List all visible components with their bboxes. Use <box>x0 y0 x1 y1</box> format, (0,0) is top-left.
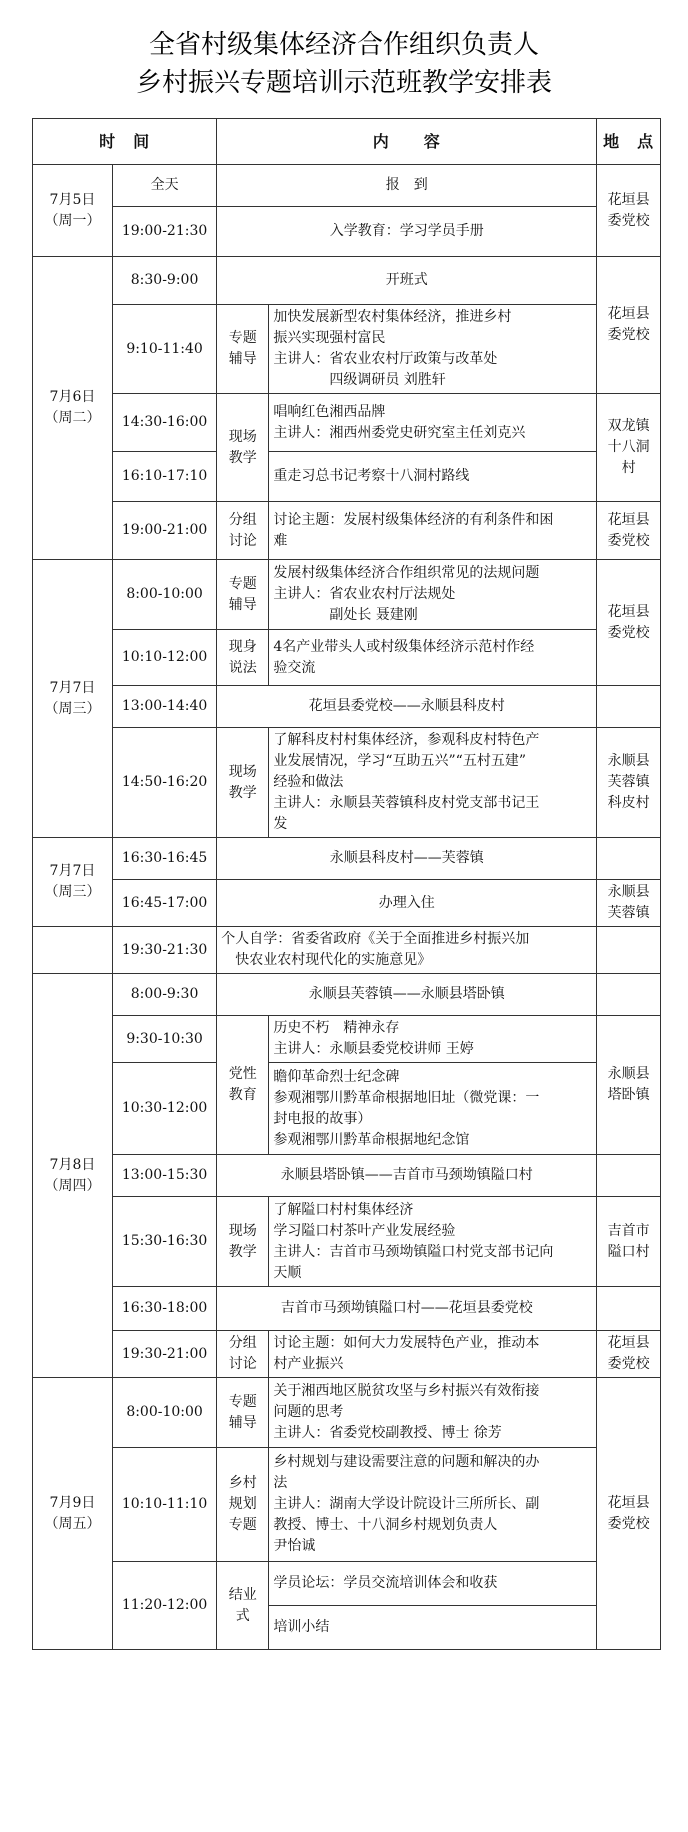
header-time: 时 间 <box>33 119 217 165</box>
table-row <box>33 560 661 630</box>
time-cell: 9:10-11:40 <box>112 305 216 394</box>
type-cell: 乡村 规划 专题 <box>217 1448 269 1562</box>
place-cell: 花垣县 委党校 <box>597 1378 661 1650</box>
table-row <box>33 1378 661 1448</box>
content-cell: 永顺县科皮村——芙蓉镇 <box>217 838 597 880</box>
type-cell: 现场 教学 <box>217 394 269 502</box>
content-cell: 入学教育：学习学员手册 <box>217 207 597 257</box>
content-cell: 唱响红色湘西品牌 主讲人：湘西州委党史研究室主任刘克兴 <box>269 394 597 452</box>
table-row <box>33 305 661 394</box>
time-cell: 14:50-16:20 <box>112 728 216 838</box>
schedule-table <box>32 118 661 1650</box>
time-cell: 16:10-17:10 <box>112 452 216 502</box>
time-cell: 8:00-10:00 <box>112 560 216 630</box>
time-cell: 10:10-11:10 <box>112 1448 216 1562</box>
place-cell: 双龙镇 十八洞 村 <box>597 394 661 502</box>
time-cell: 13:00-14:40 <box>112 686 216 728</box>
content-cell: 加快发展新型农村集体经济，推进乡村 振兴实现强村富民 主讲人：省农业农村厅政策与改革处 四级调研员 刘胜轩 <box>269 305 597 394</box>
content-cell: 历史不朽 精神永存 主讲人：永顺县委党校讲师 王婷 <box>269 1016 597 1063</box>
content-cell: 培训小结 <box>269 1606 597 1650</box>
time-cell: 10:10-12:00 <box>112 630 216 686</box>
title-line-1: 全省村级集体经济合作组织负责人 <box>148 30 539 60</box>
content-cell: 了解科皮村村集体经济，参观科皮村特色产 业发展情况，学习“互助五兴”“五村五建” 经验和做法 主讲人：永顺县芙蓉镇科皮村党支部书记王 发 <box>269 728 597 838</box>
place-cell: 花垣县 委党校 <box>597 502 661 560</box>
date-cell <box>33 927 113 974</box>
table-row <box>33 630 661 686</box>
content-cell: 4名产业带头人或村级集体经济示范村作经 验交流 <box>269 630 597 686</box>
table-row <box>33 880 661 927</box>
content-cell: 永顺县塔卧镇——吉首市马颈坳镇隘口村 <box>217 1155 597 1197</box>
content-cell: 学员论坛：学员交流培训体会和收获 <box>269 1562 597 1606</box>
table-row <box>33 1287 661 1331</box>
place-cell <box>597 1287 661 1331</box>
type-cell: 分组 讨论 <box>217 1331 269 1378</box>
place-cell: 永顺县 芙蓉镇 <box>597 880 661 927</box>
content-cell: 乡村规划与建设需要注意的问题和解决的办 法 主讲人：湖南大学设计院设计三所所长、副 教授、博士、十八洞乡村规划负责人 尹怡诚 <box>269 1448 597 1562</box>
table-row <box>33 927 661 974</box>
type-cell: 专题 辅导 <box>217 305 269 394</box>
table-row <box>33 502 661 560</box>
time-cell: 9:30-10:30 <box>112 1016 216 1063</box>
content-cell: 讨论主题：发展村级集体经济的有利条件和困 难 <box>269 502 597 560</box>
table-row <box>33 1155 661 1197</box>
type-cell: 现身 说法 <box>217 630 269 686</box>
table-row <box>33 1448 661 1562</box>
time-cell: 11:20-12:00 <box>112 1562 216 1650</box>
table-row <box>33 686 661 728</box>
place-cell: 花垣县 委党校 <box>597 1331 661 1378</box>
table-row <box>33 207 661 257</box>
table-row <box>33 838 661 880</box>
time-cell: 16:30-16:45 <box>112 838 216 880</box>
time-cell: 10:30-12:00 <box>112 1063 216 1155</box>
title-line-2: 乡村振兴专题培训示范班教学安排表 <box>135 68 552 98</box>
content-cell: 吉首市马颈坳镇隘口村——花垣县委党校 <box>217 1287 597 1331</box>
table-row <box>33 1197 661 1287</box>
time-cell: 8:00-10:00 <box>112 1378 216 1448</box>
header-content: 内 容 <box>217 119 597 165</box>
place-cell <box>597 927 661 974</box>
table-row <box>33 394 661 452</box>
place-cell <box>597 838 661 880</box>
type-cell: 结业 式 <box>217 1562 269 1650</box>
place-cell <box>597 1155 661 1197</box>
content-cell: 花垣县委党校——永顺县科皮村 <box>217 686 597 728</box>
type-cell: 专题 辅导 <box>217 1378 269 1448</box>
content-cell: 关于湘西地区脱贫攻坚与乡村振兴有效衔接 问题的思考 主讲人：省委党校副教授、博士 徐芳 <box>269 1378 597 1448</box>
table-row <box>33 165 661 207</box>
content-cell: 发展村级集体经济合作组织常见的法规问题 主讲人：省农业农村厅法规处 副处长 聂建刚 <box>269 560 597 630</box>
date-cell: 7月7日 （周三） <box>33 838 113 927</box>
content-cell: 开班式 <box>217 257 597 305</box>
place-cell <box>597 974 661 1016</box>
time-cell: 19:30-21:30 <box>112 927 216 974</box>
time-cell: 全天 <box>112 165 216 207</box>
content-cell: 报 到 <box>217 165 597 207</box>
time-cell: 15:30-16:30 <box>112 1197 216 1287</box>
time-cell: 19:30-21:00 <box>112 1331 216 1378</box>
table-row <box>33 974 661 1016</box>
table-row <box>33 1016 661 1063</box>
table-row <box>33 452 661 502</box>
content-cell: 讨论主题：如何大力发展特色产业，推动本 村产业振兴 <box>269 1331 597 1378</box>
table-row <box>33 1063 661 1155</box>
place-cell <box>597 686 661 728</box>
date-cell: 7月7日 （周三） <box>33 560 113 838</box>
time-cell: 16:30-18:00 <box>112 1287 216 1331</box>
type-cell: 现场 教学 <box>217 1197 269 1287</box>
table-header <box>33 119 661 165</box>
time-cell: 19:00-21:30 <box>112 207 216 257</box>
table-row <box>33 1562 661 1606</box>
content-cell: 重走习总书记考察十八洞村路线 <box>269 452 597 502</box>
table-row <box>33 1331 661 1378</box>
time-cell: 16:45-17:00 <box>112 880 216 927</box>
time-cell: 19:00-21:00 <box>112 502 216 560</box>
place-cell: 花垣县 委党校 <box>597 165 661 257</box>
content-cell: 瞻仰革命烈士纪念碑 参观湘鄂川黔革命根据地旧址（微党课：一 封电报的故事） 参观湘鄂川黔革命根据地纪念馆 <box>269 1063 597 1155</box>
place-cell: 吉首市 隘口村 <box>597 1197 661 1287</box>
header-place: 地 点 <box>597 119 661 165</box>
type-cell: 专题 辅导 <box>217 560 269 630</box>
type-cell: 现场 教学 <box>217 728 269 838</box>
content-cell: 办理入住 <box>217 880 597 927</box>
content-cell: 了解隘口村村集体经济 学习隘口村茶叶产业发展经验 主讲人：吉首市马颈坳镇隘口村党支部书记向 天顺 <box>269 1197 597 1287</box>
time-cell: 14:30-16:00 <box>112 394 216 452</box>
time-cell: 8:30-9:00 <box>112 257 216 305</box>
time-cell: 8:00-9:30 <box>112 974 216 1016</box>
place-cell: 花垣县 委党校 <box>597 560 661 686</box>
place-cell: 永顺县 芙蓉镇 科皮村 <box>597 728 661 838</box>
date-cell: 7月9日 （周五） <box>33 1378 113 1650</box>
table-row <box>33 257 661 305</box>
content-cell: 永顺县芙蓉镇——永顺县塔卧镇 <box>217 974 597 1016</box>
type-cell: 分组 讨论 <box>217 502 269 560</box>
content-cell: 个人自学：省委省政府《关于全面推进乡村振兴加 快农业农村现代化的实施意见》 <box>217 927 597 974</box>
date-cell: 7月5日 （周一） <box>33 165 113 257</box>
date-cell: 7月6日 （周二） <box>33 257 113 560</box>
place-cell: 永顺县 塔卧镇 <box>597 1016 661 1155</box>
type-cell: 党性 教育 <box>217 1016 269 1155</box>
table-row <box>33 728 661 838</box>
place-cell: 花垣县 委党校 <box>597 257 661 394</box>
time-cell: 13:00-15:30 <box>112 1155 216 1197</box>
page-title <box>0 26 688 106</box>
date-cell: 7月8日 （周四） <box>33 974 113 1378</box>
